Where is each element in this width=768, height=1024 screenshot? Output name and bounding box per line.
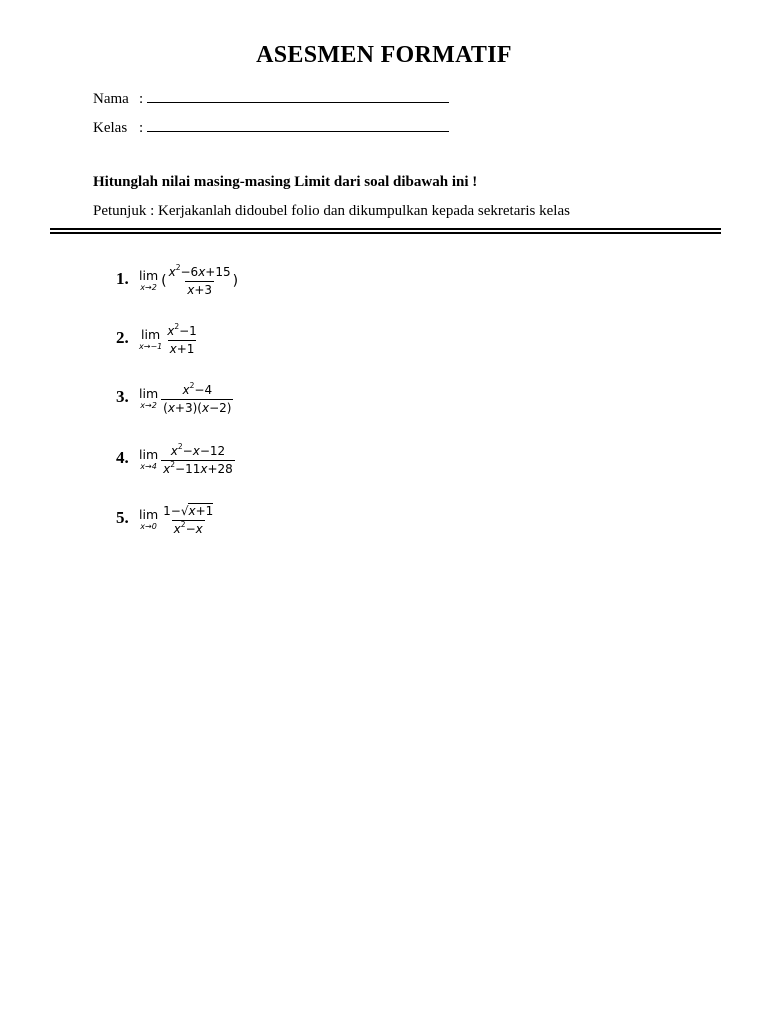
denominator: x+3: [187, 282, 213, 297]
fraction: [161, 441, 235, 477]
limit-operator: [139, 328, 162, 352]
fraction: [161, 380, 233, 416]
page-title: ASESMEN FORMATIF: [256, 42, 512, 68]
denominator: $x^2-11x+28$: [163, 459, 233, 476]
limit-approach: x→4: [140, 462, 157, 471]
limit-approach: x→0: [140, 522, 157, 531]
limit-expression: [139, 261, 238, 301]
limit-operator: [139, 448, 158, 472]
lim-word: lim: [141, 327, 161, 342]
limit-operator: [139, 508, 158, 532]
class-blank-line[interactable]: [147, 117, 449, 132]
denominator: x+1: [169, 341, 195, 356]
open-paren: (: [161, 273, 167, 289]
limit-operator: [139, 269, 158, 293]
close-paren: ): [232, 273, 239, 289]
name-blank-line[interactable]: [147, 88, 449, 103]
limit-approach: x→2: [140, 283, 157, 292]
fraction: [165, 321, 199, 357]
name-label: Nama: [93, 91, 129, 107]
lim-word: lim: [139, 507, 159, 522]
fraction: [167, 262, 233, 298]
question-number: 5.: [116, 508, 129, 527]
question-number: 2.: [116, 328, 129, 347]
lim-word: lim: [139, 447, 159, 462]
numerator: $x^2-4$: [182, 380, 213, 397]
class-separator: :: [139, 120, 144, 136]
divider-bottom: [50, 232, 721, 234]
class-field[interactable]: [93, 117, 449, 137]
question-number: 3.: [116, 387, 129, 406]
question-number: 4.: [116, 448, 129, 467]
limit-approach: x→2: [140, 401, 157, 410]
fraction: [161, 504, 215, 537]
limit-expression: [139, 500, 215, 540]
name-separator: :: [139, 91, 144, 107]
denominator: $x^2-x$: [173, 519, 203, 536]
denominator: (x+3)(x−2): [163, 400, 232, 415]
limit-expression: [139, 440, 235, 480]
name-field[interactable]: [93, 88, 449, 108]
class-label: Kelas: [93, 120, 128, 136]
limit-operator: [139, 387, 158, 411]
hint-instruction: Petunjuk : Kerjakanlah didoubel folio dan dikumpulkan kepada sekretaris kelas: [93, 203, 570, 219]
main-instruction: Hitunglah nilai masing-masing Limit dari soal dibawah ini !: [93, 174, 478, 190]
lim-word: lim: [139, 386, 159, 401]
limit-expression: [139, 320, 199, 360]
limit-expression: [139, 379, 233, 419]
limit-approach: x→−1: [139, 342, 163, 351]
lim-word: lim: [139, 268, 159, 283]
numerator: $x^2-x-12$: [170, 441, 226, 458]
question-number: 1.: [116, 269, 129, 288]
numerator: 1−√x+1: [163, 503, 214, 518]
numerator: $x^2-1$: [167, 321, 197, 338]
divider-top: [50, 228, 721, 230]
numerator: $x^2-6x+15$: [168, 262, 231, 279]
